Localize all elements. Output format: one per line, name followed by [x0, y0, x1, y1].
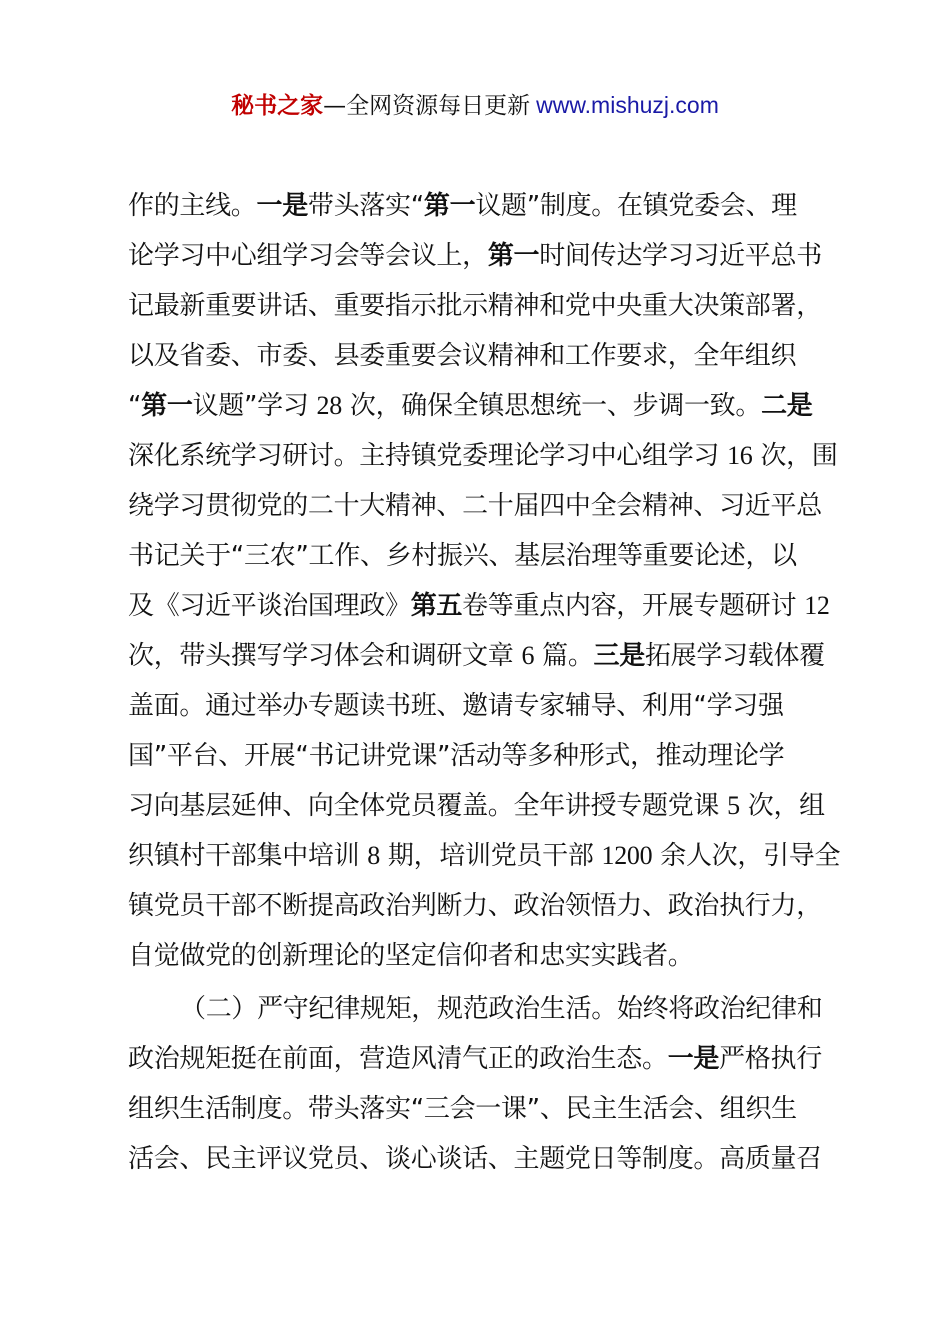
- text-segment: 政治规矩挺在前面，营造风清气正的政治生态。: [128, 1044, 668, 1074]
- bold-text-segment: 二是: [761, 391, 813, 421]
- text-line: [128, 984, 838, 1034]
- text-line: [128, 581, 838, 631]
- text-segment: 国”平台、开展“书记讲党课”活动等多种形式，推动理论学: [128, 741, 785, 771]
- text-line: [128, 381, 838, 431]
- text-segment: 期，培训党员干部: [379, 841, 602, 871]
- bold-text-segment: 第一: [487, 241, 540, 271]
- text-line: [128, 931, 838, 981]
- text-line: [128, 781, 838, 831]
- text-segment: 以及省委、市委、县委重要会议精神和工作要求，全年组织: [128, 341, 797, 371]
- bold-text-segment: 第一: [141, 391, 193, 421]
- site-url-link[interactable]: www.mishuzj.com: [536, 92, 719, 118]
- number-segment: 6: [521, 641, 535, 670]
- text-line: [128, 831, 841, 881]
- text-segment: 次，围: [752, 441, 838, 471]
- number-segment: 16: [727, 441, 753, 470]
- bold-text-segment: 一是: [256, 191, 308, 221]
- header-tagline: —全网资源每日更新: [323, 93, 531, 119]
- text-line: [128, 731, 838, 781]
- text-segment: 绕学习贯彻党的二十大精神、二十届四中全会精神、习近平总: [128, 491, 822, 521]
- text-segment: 拓展学习载体覆: [644, 641, 825, 671]
- text-segment: 次，确保全镇思想统一、步调一致。: [341, 391, 762, 421]
- text-segment: 组织生活制度。带头落实“三会一课”、民主生活会、组织生: [128, 1094, 797, 1124]
- text-segment: 自觉做党的创新理论的坚定信仰者和忠实实践者。: [128, 941, 694, 971]
- bold-text-segment: 第一: [423, 191, 476, 221]
- text-segment: 活会、民主评议党员、谈心谈话、主题党日等制度。高质量召: [128, 1144, 822, 1174]
- text-line: [128, 631, 838, 681]
- text-segment: 带头落实“: [307, 191, 424, 221]
- bold-text-segment: 一是: [667, 1044, 720, 1074]
- number-segment: 1200: [601, 841, 653, 870]
- text-segment: 及《习近平谈治国理政》: [128, 591, 411, 621]
- text-segment: 论学习中心组学习会等会议上，: [128, 241, 488, 271]
- text-segment: 习向基层延伸、向全体党员覆盖。全年讲授专题党课: [128, 791, 728, 821]
- text-segment: 卷等重点内容，开展专题研讨: [462, 591, 805, 621]
- text-segment: 严格执行: [719, 1044, 822, 1074]
- number-segment: 12: [804, 591, 830, 620]
- text-segment: 深化系统学习研讨。主持镇党委理论学习中心组学习: [128, 441, 728, 471]
- text-segment: 盖面。通过举办专题读书班、邀请专家辅导、利用“学习强: [128, 691, 784, 721]
- text-segment: 镇党员干部不断提高政治判断力、政治领悟力、政治执行力，: [128, 891, 822, 921]
- text-line: [128, 281, 838, 331]
- text-segment: 篇。: [534, 641, 594, 671]
- text-line: [128, 431, 838, 481]
- text-line: [128, 331, 838, 381]
- brand-name: 秘书之家: [231, 93, 324, 119]
- text-segment: 时间传达学习习近平总书: [539, 241, 822, 271]
- text-segment: 书记关于“三农”工作、乡村振兴、基层治理等重要论述，以: [128, 541, 797, 571]
- text-line: [128, 1084, 838, 1134]
- text-line: [128, 681, 838, 731]
- text-segment: 次，组: [739, 791, 825, 821]
- text-segment: 作的主线。: [128, 191, 257, 221]
- bold-text-segment: 三是: [593, 641, 645, 671]
- text-segment: 余人次，引导全: [652, 841, 841, 871]
- bold-text-segment: 第五: [410, 591, 463, 621]
- document-body: [128, 181, 841, 1184]
- text-line: [128, 231, 838, 281]
- number-segment: 28: [316, 391, 342, 420]
- text-line: [128, 481, 838, 531]
- text-line: [128, 531, 838, 581]
- text-line: [128, 1134, 838, 1184]
- number-segment: 5: [727, 791, 740, 820]
- text-segment: 记最新重要讲话、重要指示批示精神和党中央重大决策部署，: [128, 291, 822, 321]
- text-segment: 议题”学习: [192, 391, 317, 421]
- text-segment: 织镇村干部集中培训: [128, 841, 368, 871]
- text-segment: 次，带头撰写学习体会和调研文章: [128, 641, 522, 671]
- text-segment: “: [128, 391, 142, 421]
- page-header: [0, 86, 950, 125]
- text-segment: 议题”制度。在镇党委会、理: [475, 191, 797, 221]
- text-line: [128, 1034, 838, 1084]
- text-line: [128, 881, 838, 931]
- text-segment: （二）严守纪律规矩，规范政治生活。始终将政治纪律和: [180, 994, 823, 1024]
- text-line: [128, 181, 838, 231]
- number-segment: 8: [367, 841, 380, 870]
